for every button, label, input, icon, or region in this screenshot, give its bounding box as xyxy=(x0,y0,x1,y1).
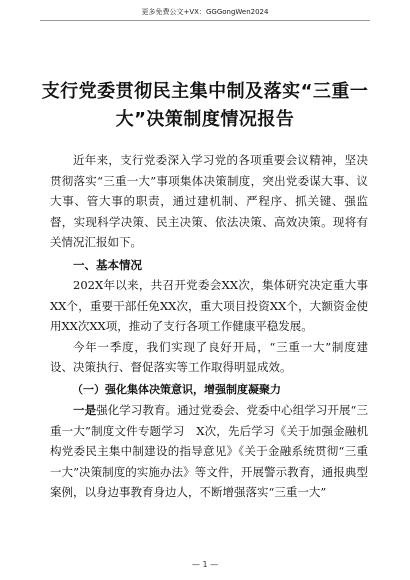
subsection-heading-1: （一）强化集体决策意识，增强制度凝聚力 xyxy=(72,382,281,396)
intro-paragraph: 近年来，支行党委深入学习党的各项重要会议精神，坚决贯彻落实“三重一大”事项集体决策制度，突出党委谋大事、议大事、管大事的职责，通过建机制、严程序、抓关键、强监督，实现科学决策、民主决策、依法决策、高效决策。现将有关情况汇报如下。 xyxy=(50,153,368,249)
document-body xyxy=(50,150,368,503)
basic-paragraph-1: 202X年以来，共召开党委会XX次，集体研究决定重大事XX个，重要干部任免XX次，重大项目投资XX个，大额资金使用XX次XX项，推动了支行各项工作健康平稳发展。 xyxy=(50,278,368,333)
title-line-2: 大”决策制度情况报告 xyxy=(115,109,295,130)
section-heading-basic: 一、基本情况 xyxy=(73,257,142,272)
basic-paragraph-2: 今年一季度，我们实现了良好开局，“三重一大”制度建设、决策执行、督促落实等工作取得明显成效。 xyxy=(50,339,368,374)
header-divider xyxy=(40,20,370,21)
study-text: 强化学习教育。通过党委会、党委中心组学习开展“三重一大”制度文件专题学习 X次，先后学习《关于加强金融机构党委民主集中制建设的指导意见》《关于金融系统贯彻“三重一大”决策制度的实施办法》等文件，开展警示教育，通报典型案例，以身边事教育身边人，不断增强落实“三重一大” xyxy=(50,403,368,499)
title-line-1: 支行党委贯彻民主集中制及落实“三重一 xyxy=(41,81,369,102)
lead-phrase: 一是 xyxy=(73,403,97,417)
header-note: 更多免费公文+VX：GGGongWen2024 xyxy=(141,8,269,16)
page-number: — 1 — xyxy=(191,560,219,569)
study-paragraph xyxy=(50,400,368,503)
document-title xyxy=(30,78,380,134)
